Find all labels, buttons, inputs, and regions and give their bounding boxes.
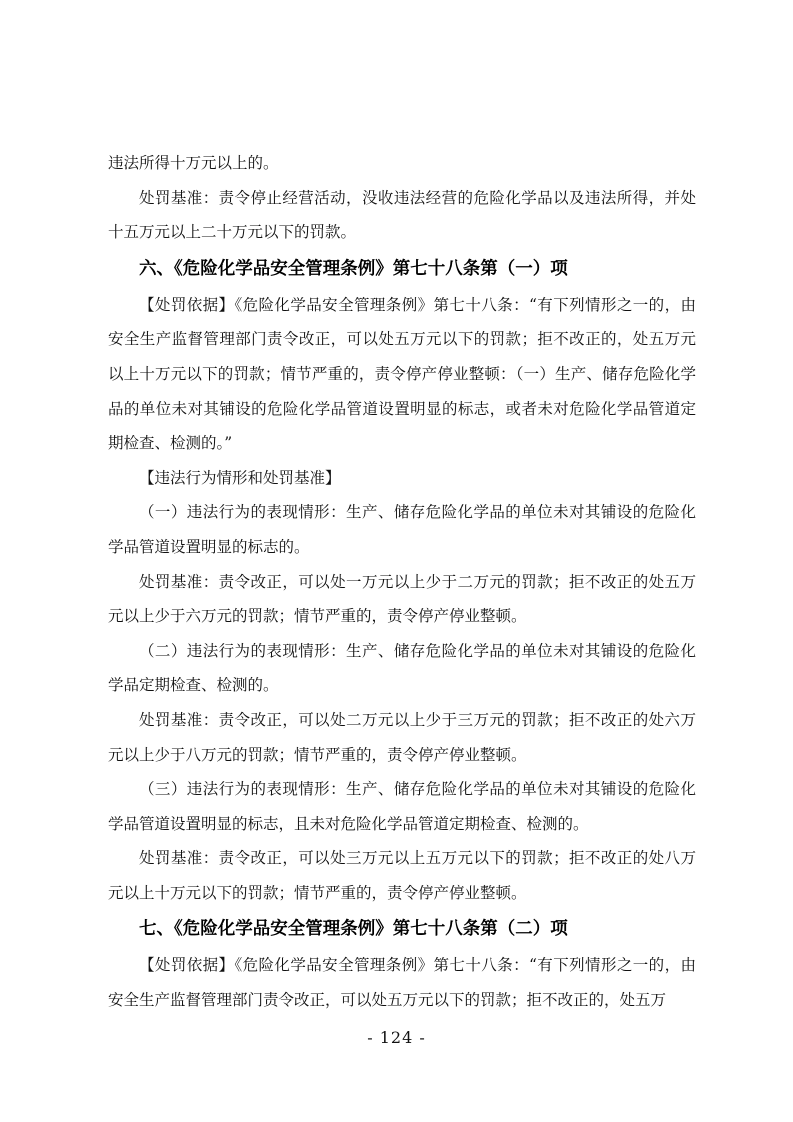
paragraph-case-two-standard: 处罚基准：责令改正，可以处二万元以上少于三万元的罚款；拒不改正的处六万元以上少于八万元的罚款；情节严重的，责令停产停业整顿。: [108, 710, 696, 764]
paragraph-penalty-basis-seven: 【处罚依据】《危险化学品安全管理条例》第七十八条：“有下列情形之一的，由安全生产监督管理部门责令改正，可以处五万元以下的罚款；拒不改正的，处五万: [108, 956, 696, 1010]
paragraph-penalty-standard: 处罚基准：责令停止经营活动，没收违法经营的危险化学品以及违法所得，并处十五万元以上二十万元以下的罚款。: [108, 188, 696, 242]
paragraph-case-three: （三）违法行为的表现情形：生产、储存危险化学品的单位未对其铺设的危险化学品管道设置明显的标志，且未对危险化学品管道定期检查、检测的。: [108, 780, 696, 833]
paragraph-case-three-standard: 处罚基准：责令改正，可以处三万元以上五万元以下的罚款；拒不改正的处八万元以上十万元以下的罚款；情节严重的，责令停产停业整顿。: [108, 849, 696, 902]
paragraph-case-one-standard: 处罚基准：责令改正，可以处一万元以上少于二万元的罚款；拒不改正的处五万元以上少于六万元的罚款；情节严重的，责令停产停业整顿。: [108, 572, 696, 626]
paragraph-penalty-basis: 【处罚依据】《危险化学品安全管理条例》第七十八条：“有下列情形之一的，由安全生产监督管理部门责令改正，可以处五万元以下的罚款；拒不改正的，处五万元以上十万元以下的罚款；情节严重的，责令停产停业整顿：（一）生产、储存危险化学品的单位未对其铺设的危险化学品管道设置明显的标志，或者未对危险化学品管道定期检查、检测的。”: [108, 295, 696, 453]
paragraph-subheading: 【违法行为情形和处罚基准】: [139, 468, 341, 487]
section-heading-seven: 七、《危险化学品安全管理条例》第七十八条第（二）项: [139, 919, 568, 940]
paragraph-continuation: 违法所得十万元以上的。: [108, 154, 279, 172]
document-body: [108, 146, 696, 1018]
section-heading-six: 六、《危险化学品安全管理条例》第七十八条第（一）项: [139, 258, 568, 279]
paragraph-case-one: （一）违法行为的表现情形：生产、储存危险化学品的单位未对其铺设的危险化学品管道设置明显的标志的。: [108, 503, 696, 556]
page-number: - 124 -: [367, 1028, 426, 1047]
paragraph-case-two: （二）违法行为的表现情形：生产、储存危险化学品的单位未对其铺设的危险化学品定期检查、检测的。: [108, 641, 696, 695]
